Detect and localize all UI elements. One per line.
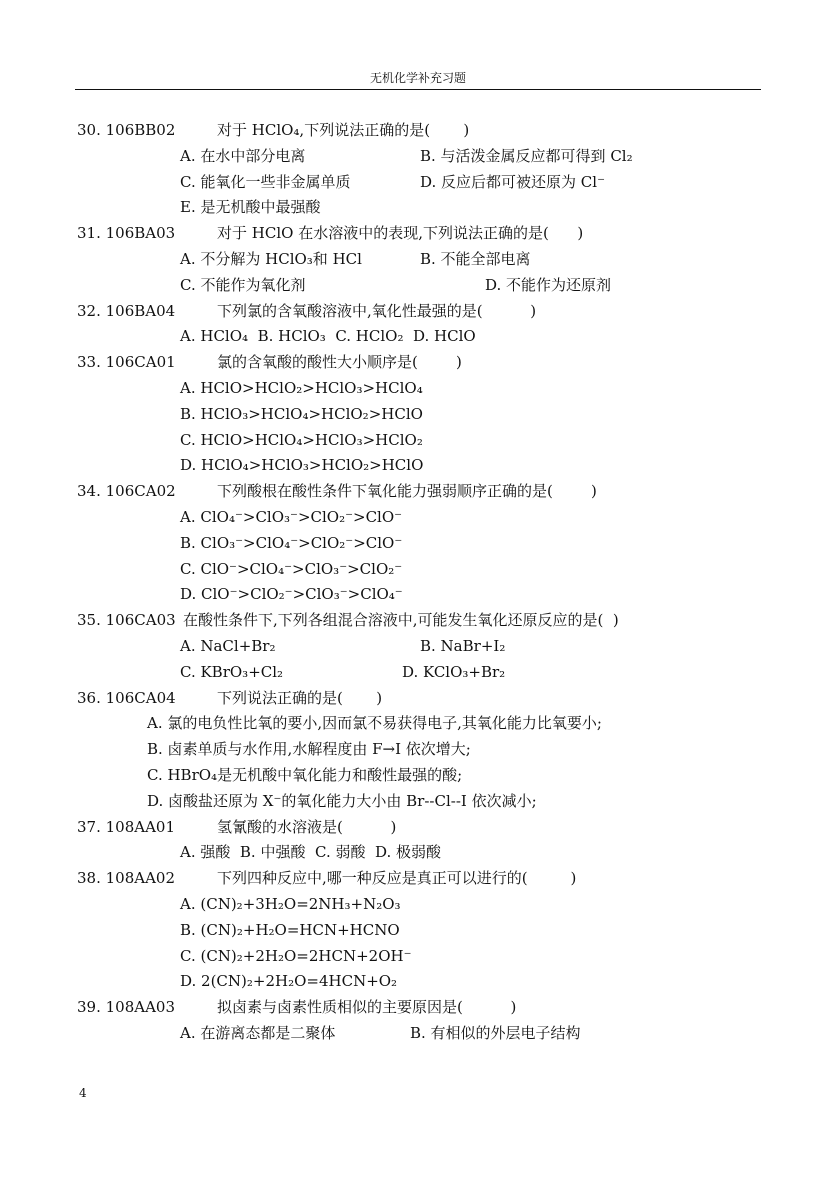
option-line xyxy=(180,378,423,398)
question-line xyxy=(77,223,583,243)
option-text: B. 卤素单质与水作用,水解程度由 F→I 依次增大; xyxy=(147,740,471,759)
option-line xyxy=(180,430,423,450)
option-text: B. 与活泼金属反应都可得到 Cl₂ xyxy=(420,146,633,165)
option-text: D. ClO⁻>ClO₂⁻>ClO₃⁻>ClO₄⁻ xyxy=(180,585,403,604)
question-text: 下列氯的含氧酸溶液中,氧化性最强的是( ) xyxy=(217,301,537,320)
option-text: E. 是无机酸中最强酸 xyxy=(180,198,321,217)
option-line xyxy=(180,636,506,656)
option-line xyxy=(180,662,506,682)
question-code: 30. 106BB02 xyxy=(77,121,176,139)
option-text: B. NaBr+I₂ xyxy=(420,637,506,655)
option-text: B. 有相似的外层电子结构 xyxy=(410,1024,581,1042)
question-line xyxy=(77,688,382,708)
option-text: C. KBrO₃+Cl₂ xyxy=(180,662,284,681)
option-line xyxy=(147,765,462,785)
question-code: 39. 108AA03 xyxy=(77,998,176,1017)
question-code: 38. 108AA02 xyxy=(77,869,176,888)
option-text: D. 2(CN)₂+2H₂O=4HCN+O₂ xyxy=(180,972,398,991)
question-text: 下列酸根在酸性条件下氧化能力强弱顺序正确的是( ) xyxy=(217,482,597,501)
option-text: C. HBrO₄是无机酸中氧化能力和酸性最强的酸; xyxy=(147,766,463,784)
option-text: D. HClO₄>HClO₃>HClO₂>HClO xyxy=(180,456,424,475)
option-line xyxy=(180,533,402,553)
question-line xyxy=(77,868,576,888)
option-line xyxy=(180,584,403,604)
option-text: C. (CN)₂+2H₂O=2HCN+2OH⁻ xyxy=(180,946,412,965)
option-text: C. HClO>HClO₄>HClO₃>HClO₂ xyxy=(180,430,423,449)
question-text: 拟卤素与卤素性质相似的主要原因是( ) xyxy=(217,998,517,1017)
question-text: 下列四种反应中,哪一种反应是真正可以进行的( ) xyxy=(217,869,577,888)
option-text: A. (CN)₂+3H₂O=2NH₃+N₂O₃ xyxy=(180,895,401,913)
question-line xyxy=(77,997,516,1017)
question-text: 氢氰酸的水溶液是( ) xyxy=(217,817,397,836)
option-text: D. 反应后都可被还原为 Cl⁻ xyxy=(420,172,605,191)
option-text: C. 不能作为氧化剂 xyxy=(180,275,306,294)
option-text: A. HClO>HClO₂>HClO₃>HClO₄ xyxy=(180,379,423,397)
question-text: 对于 HClO₄,下列说法正确的是( ) xyxy=(217,121,470,139)
option-text: A. 在水中部分电离 xyxy=(180,146,306,165)
page-header-title: 无机化学补充习题 xyxy=(369,71,466,85)
option-line xyxy=(180,197,321,217)
option-text: A. ClO₄⁻>ClO₃⁻>ClO₂⁻>ClO⁻ xyxy=(180,508,403,526)
question-line xyxy=(77,481,597,501)
option-line xyxy=(180,249,531,269)
option-text: B. ClO₃⁻>ClO₄⁻>ClO₂⁻>ClO⁻ xyxy=(180,533,403,552)
question-line xyxy=(77,301,536,321)
question-text: 在酸性条件下,下列各组混合溶液中,可能发生氧化还原反应的是( ) xyxy=(183,611,619,630)
question-code: 36. 106CA04 xyxy=(77,688,176,707)
question-text: 氯的含氧酸的酸性大小顺序是( ) xyxy=(217,353,462,372)
question-text: 对于 HClO 在水溶液中的表现,下列说法正确的是( ) xyxy=(217,224,584,243)
question-line xyxy=(77,610,619,630)
option-text: C. ClO⁻>ClO₄⁻>ClO₃⁻>ClO₂⁻ xyxy=(180,559,403,578)
question-code: 35. 106CA03 xyxy=(77,611,176,630)
option-line xyxy=(180,559,402,579)
question-line xyxy=(77,352,462,372)
option-line xyxy=(180,326,476,346)
option-text: B. (CN)₂+H₂O=HCN+HCNO xyxy=(180,920,400,939)
option-text: C. 能氧化一些非金属单质 xyxy=(180,172,351,191)
question-text: 下列说法正确的是( ) xyxy=(217,688,383,707)
option-line xyxy=(180,894,401,914)
option-line xyxy=(180,455,423,475)
option-line xyxy=(180,946,412,966)
question-code: 32. 106BA04 xyxy=(77,301,176,320)
option-line xyxy=(147,739,471,759)
question-code: 31. 106BA03 xyxy=(77,224,176,243)
option-line xyxy=(180,275,612,295)
option-line xyxy=(147,791,537,811)
header-divider xyxy=(75,89,761,90)
question-code: 37. 108AA01 xyxy=(77,817,176,836)
option-text: B. HClO₃>HClO₄>HClO₂>HClO xyxy=(180,404,423,423)
option-text: A. HClO₄ B. HClO₃ C. HClO₂ D. HClO xyxy=(180,327,476,346)
option-text: A. NaCl+Br₂ xyxy=(180,637,276,655)
option-text: A. 在游离态都是二聚体 xyxy=(180,1024,336,1042)
option-text: A. 氯的电负性比氧的要小,因而氯不易获得电子,其氧化能力比氧要小; xyxy=(147,714,602,733)
question-line xyxy=(77,817,396,837)
option-text: D. 卤酸盐还原为 X⁻的氧化能力大小由 Br--Cl--I 依次减小; xyxy=(147,791,537,810)
option-line xyxy=(180,1023,581,1043)
option-text: A. 不分解为 HClO₃和 HCl xyxy=(180,250,362,268)
option-text: D. KClO₃+Br₂ xyxy=(402,662,506,681)
question-code: 33. 106CA01 xyxy=(77,353,176,372)
option-line xyxy=(180,172,605,192)
option-line xyxy=(180,404,423,424)
question-code: 34. 106CA02 xyxy=(77,482,176,501)
option-line xyxy=(147,713,602,733)
option-line xyxy=(180,971,397,991)
option-line xyxy=(180,842,441,862)
option-text: A. 强酸 B. 中强酸 C. 弱酸 D. 极弱酸 xyxy=(180,843,442,862)
option-line xyxy=(180,920,400,940)
option-line xyxy=(180,146,633,166)
option-text: B. 不能全部电离 xyxy=(420,250,531,268)
question-line xyxy=(77,120,469,140)
option-text: D. 不能作为还原剂 xyxy=(485,275,612,294)
page-number: 4 xyxy=(79,1086,87,1100)
option-line xyxy=(180,507,402,527)
